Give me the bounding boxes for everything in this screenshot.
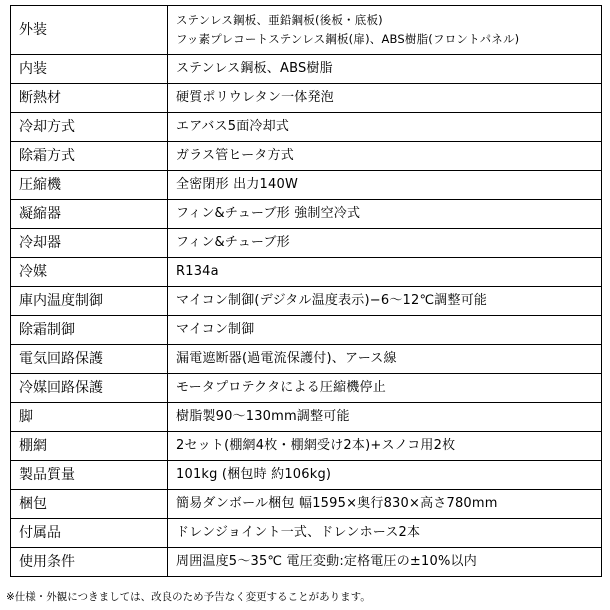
spec-label: 凝縮器 [11, 200, 168, 229]
spec-row [11, 461, 602, 490]
spec-value-line: 101kg (梱包時 約106kg) [176, 467, 332, 482]
spec-label: 庫内温度制御 [11, 287, 168, 316]
spec-row [11, 316, 602, 345]
spec-label: 電気回路保護 [11, 345, 168, 374]
footnote: ※仕様・外観につきましては、改良のため予告なく変更することがあります。 [6, 591, 371, 603]
spec-row [11, 171, 602, 200]
spec-row [11, 287, 602, 316]
spec-value [168, 374, 602, 403]
spec-value [168, 171, 602, 200]
spec-value [168, 519, 602, 548]
spec-value-line: ステンレス鋼板、亜鉛鋼板(後板・底板) [176, 13, 383, 27]
spec-value-line: 樹脂製90〜130mm調整可能 [176, 409, 350, 424]
spec-value-line: ガラス管ヒータ方式 [176, 148, 294, 163]
spec-label: 圧縮機 [11, 171, 168, 200]
spec-value-line: モータプロテクタによる圧縮機停止 [176, 380, 386, 395]
spec-label: 除霜方式 [11, 142, 168, 171]
spec-value-line: マイコン制御(デジタル温度表示)−6〜12℃調整可能 [176, 293, 488, 308]
spec-row [11, 55, 602, 84]
spec-label: 外装 [11, 6, 168, 55]
spec-label: 断熱材 [11, 84, 168, 113]
spec-value-line: 全密閉形 出力140W [176, 177, 298, 192]
spec-row [11, 548, 602, 577]
spec-value [168, 258, 602, 287]
spec-value-line: 簡易ダンボール梱包 幅1595×奥行830×高さ780mm [176, 496, 498, 511]
spec-value-line: フッ素プレコートステンレス鋼板(扉)、ABS樹脂(フロントパネル) [176, 32, 520, 46]
spec-value [168, 490, 602, 519]
spec-row [11, 345, 602, 374]
spec-row [11, 113, 602, 142]
spec-label: 脚 [11, 403, 168, 432]
spec-label: 製品質量 [11, 461, 168, 490]
spec-value [168, 55, 602, 84]
spec-label: 棚網 [11, 432, 168, 461]
spec-value-line: 周囲温度5〜35℃ 電圧変動:定格電圧の±10%以内 [176, 554, 477, 569]
spec-row [11, 258, 602, 287]
spec-value [168, 6, 602, 55]
spec-label: 除霜制御 [11, 316, 168, 345]
spec-value-line: 2セット(棚網4枚・棚網受け2本)+スノコ用2枚 [176, 438, 456, 453]
spec-value [168, 403, 602, 432]
spec-row [11, 229, 602, 258]
spec-value [168, 461, 602, 490]
spec-value-line: 漏電遮断器(過電流保護付)、アース線 [176, 351, 397, 366]
spec-row [11, 6, 602, 55]
spec-value [168, 229, 602, 258]
spec-value-line: ステンレス鋼板、ABS樹脂 [176, 61, 333, 76]
spec-label: 梱包 [11, 490, 168, 519]
spec-value-line: R134a [176, 264, 219, 279]
spec-label: 冷媒 [11, 258, 168, 287]
spec-value [168, 142, 602, 171]
spec-value-line: エアバス5面冷却式 [176, 119, 290, 134]
spec-value [168, 84, 602, 113]
spec-row [11, 490, 602, 519]
spec-row [11, 84, 602, 113]
spec-row [11, 519, 602, 548]
spec-label: 冷媒回路保護 [11, 374, 168, 403]
spec-label: 内装 [11, 55, 168, 84]
spec-value [168, 200, 602, 229]
spec-value [168, 316, 602, 345]
spec-value-line: フィン&チューブ形 [176, 235, 290, 250]
spec-label: 使用条件 [11, 548, 168, 577]
spec-value-line: 硬質ポリウレタン一体発泡 [176, 90, 334, 105]
spec-row [11, 200, 602, 229]
spec-table [10, 5, 602, 577]
spec-row [11, 432, 602, 461]
spec-label: 冷却器 [11, 229, 168, 258]
spec-label: 付属品 [11, 519, 168, 548]
spec-value-line: フィン&チューブ形 強制空冷式 [176, 206, 361, 221]
spec-value [168, 432, 602, 461]
spec-row [11, 403, 602, 432]
spec-value [168, 113, 602, 142]
spec-value-line: マイコン制御 [176, 322, 255, 337]
spec-value [168, 345, 602, 374]
spec-row [11, 142, 602, 171]
spec-value-line: ドレンジョイント一式、ドレンホース2本 [176, 525, 421, 540]
spec-value [168, 287, 602, 316]
spec-value [168, 548, 602, 577]
spec-row [11, 374, 602, 403]
spec-label: 冷却方式 [11, 113, 168, 142]
